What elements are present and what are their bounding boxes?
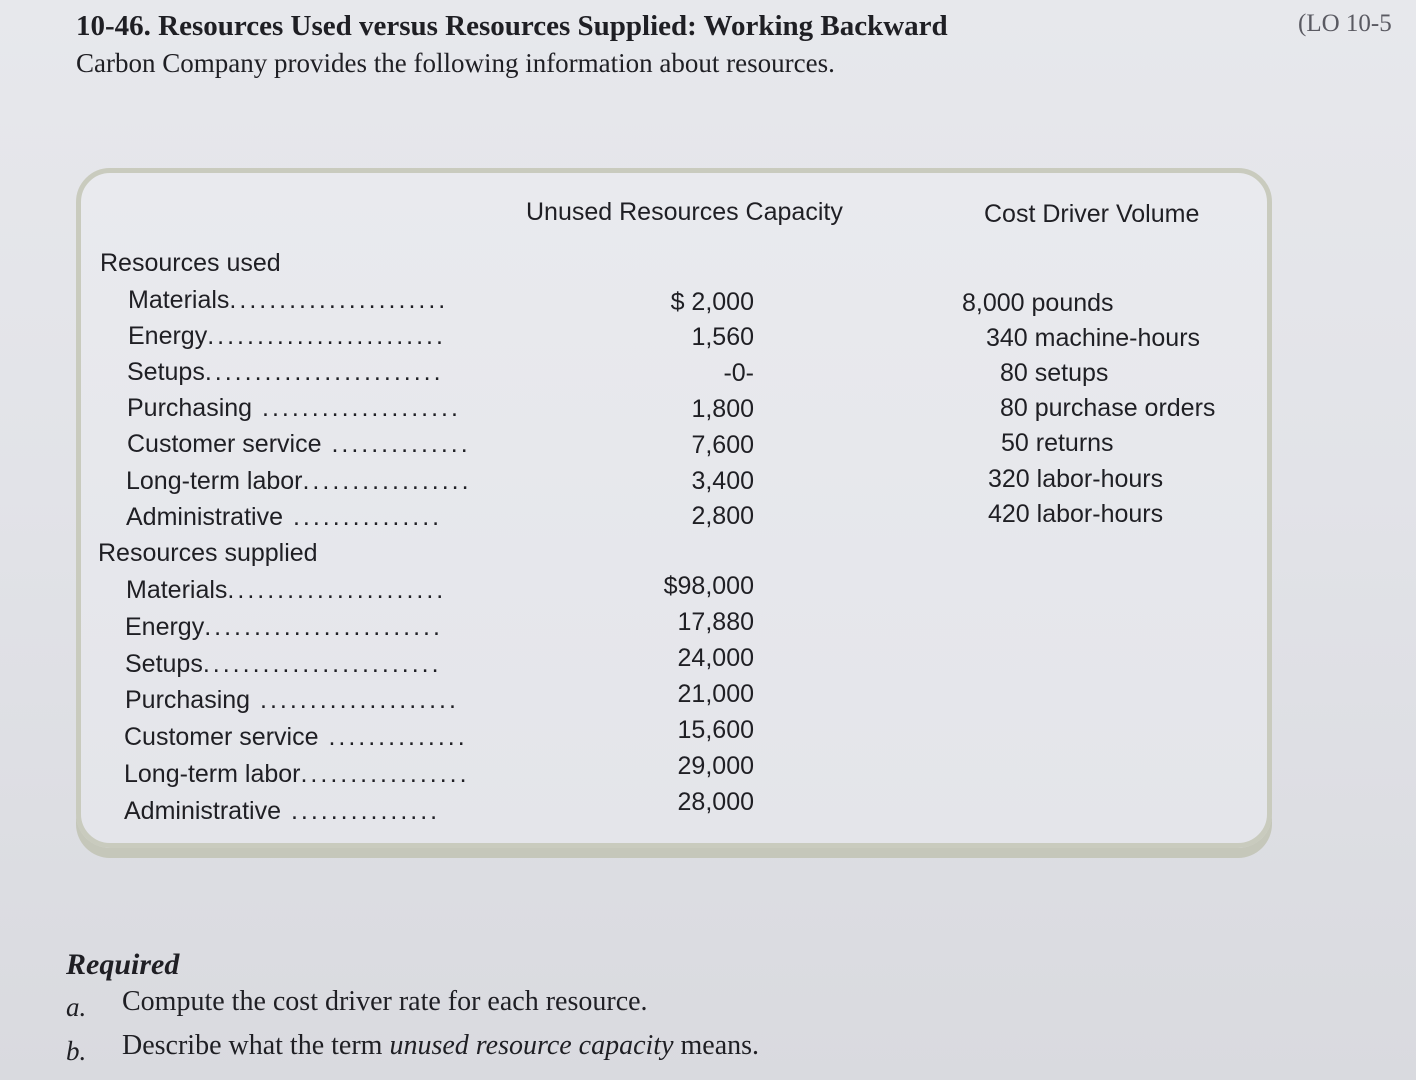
row-driver: 80 setups: [1000, 359, 1109, 387]
row-amount: $98,000: [663, 572, 754, 600]
row-amount: 24,000: [677, 644, 754, 672]
row-label: Energy........................: [128, 322, 446, 350]
learning-objective: (LO 10-5: [1298, 10, 1392, 37]
section-label-resources-used: Resources used: [100, 249, 281, 277]
required-item-text: Compute the cost driver rate for each resource.: [122, 986, 648, 1017]
row-amount: 1,800: [691, 395, 754, 423]
row-amount: 3,400: [691, 467, 754, 495]
row-amount: 21,000: [677, 680, 754, 708]
row-driver: 50 returns: [1001, 429, 1114, 457]
row-amount: 29,000: [677, 752, 754, 780]
row-label: Customer service ..............: [124, 723, 468, 751]
required-item-letter: b.: [66, 1036, 87, 1066]
row-label: Purchasing ....................: [127, 394, 461, 422]
row-driver: 320 labor-hours: [988, 465, 1164, 493]
row-label: Long-term labor.................: [126, 467, 472, 495]
row-amount: -0-: [723, 359, 754, 387]
row-label: Purchasing ....................: [125, 686, 459, 714]
row-label: Administrative ...............: [124, 797, 441, 825]
row-label: Customer service ..............: [127, 430, 471, 458]
row-amount: 7,600: [691, 431, 754, 459]
row-amount: 2,800: [691, 502, 754, 530]
row-label: Setups........................: [125, 650, 442, 678]
row-label: Administrative ...............: [126, 503, 443, 531]
column-header-unused-capacity: Unused Resources Capacity: [526, 198, 843, 226]
row-driver: 340 machine-hours: [986, 324, 1201, 352]
required-heading: Required: [66, 948, 180, 981]
row-label: Materials......................: [128, 286, 449, 314]
row-amount: $ 2,000: [670, 288, 754, 316]
problem-title: 10-46. Resources Used versus Resources Supplied: Working Backward: [76, 10, 948, 42]
required-item-letter: a.: [66, 992, 87, 1022]
row-driver: 80 purchase orders: [1000, 394, 1216, 422]
required-item-text: Describe what the term unused resource capacity means.: [122, 1030, 760, 1061]
row-label: Materials......................: [126, 576, 447, 604]
row-amount: 1,560: [691, 323, 754, 351]
row-label: Long-term labor.................: [124, 760, 470, 788]
row-amount: 15,600: [677, 716, 754, 744]
column-header-cost-driver-volume: Cost Driver Volume: [984, 200, 1200, 228]
row-label: Energy........................: [125, 613, 443, 641]
section-label-resources-supplied: Resources supplied: [98, 539, 318, 567]
problem-subtitle: Carbon Company provides the following information about resources.: [76, 48, 835, 78]
row-driver: 8,000 pounds: [962, 289, 1114, 317]
row-amount: 17,880: [677, 608, 754, 636]
row-driver: 420 labor-hours: [988, 500, 1164, 528]
row-label: Setups........................: [127, 358, 444, 386]
row-amount: 28,000: [677, 788, 754, 816]
